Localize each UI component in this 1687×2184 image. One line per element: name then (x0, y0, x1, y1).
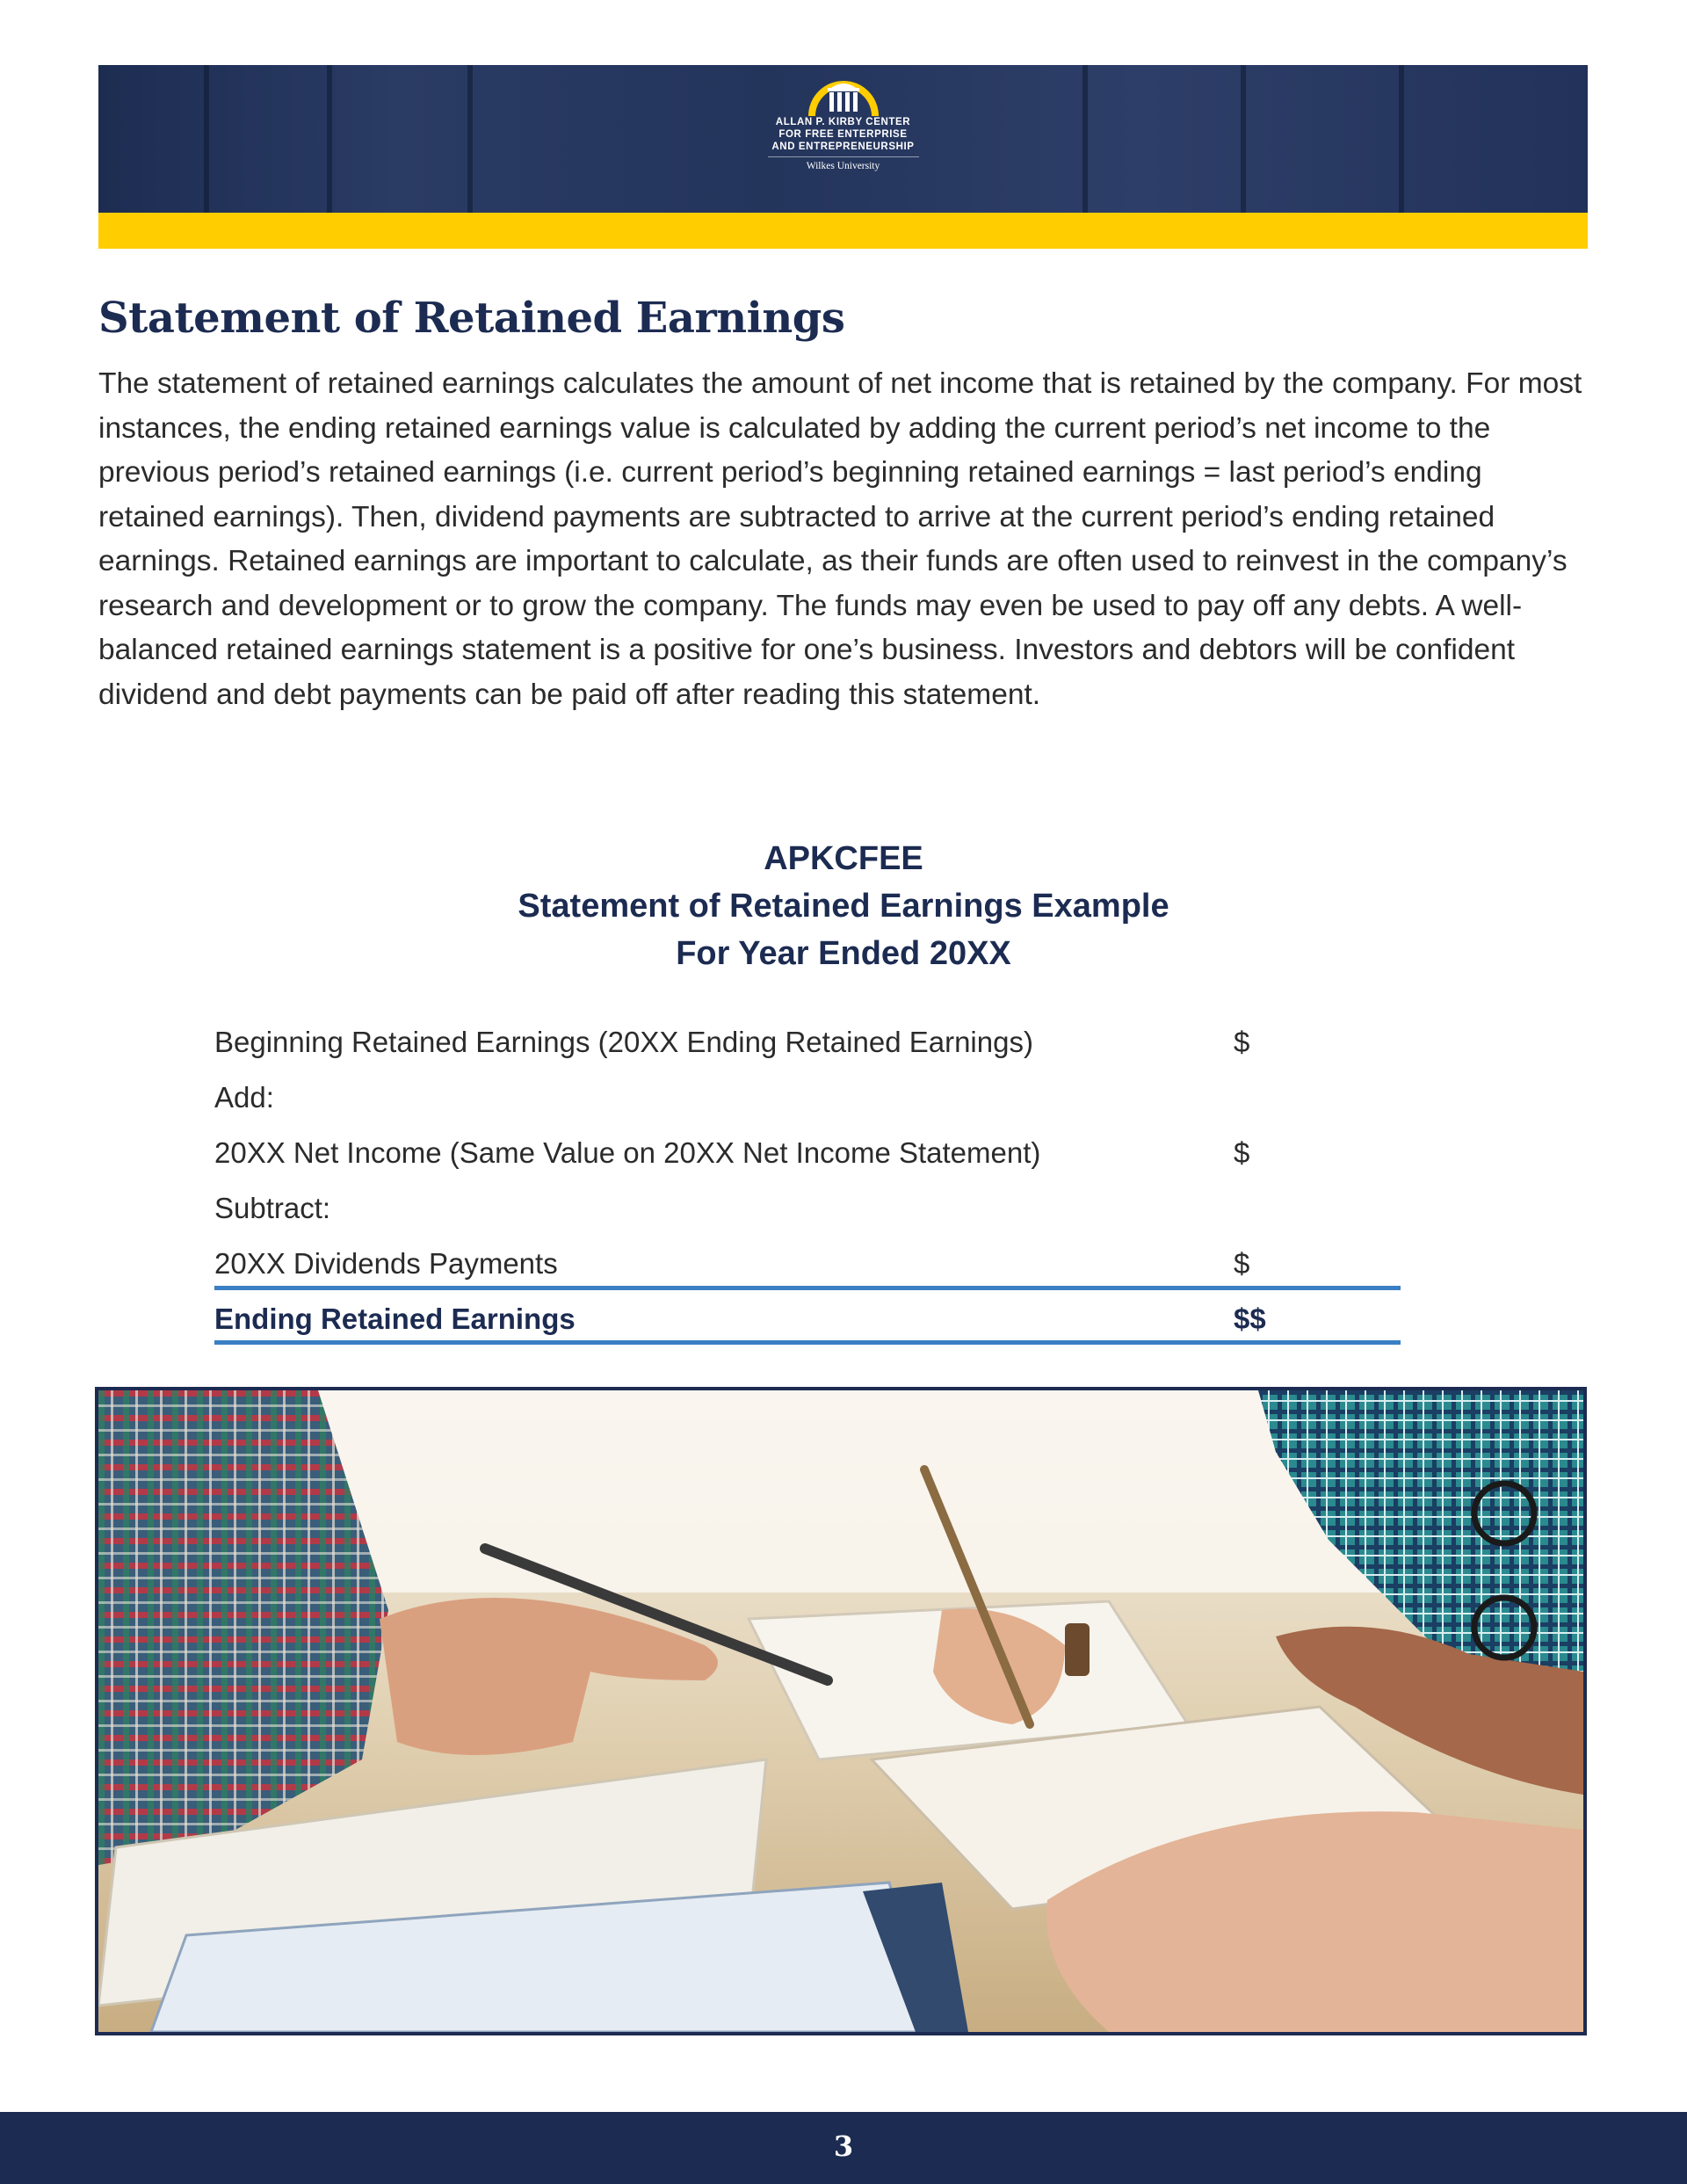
banner-texture (204, 65, 209, 213)
logo-line-1: ALLAN P. KIRBY CENTER (775, 117, 911, 127)
row-label: 20XX Dividends Payments (214, 1247, 558, 1280)
banner-texture (1399, 65, 1404, 213)
banner-texture (467, 65, 473, 213)
logo-divider (768, 156, 919, 157)
row-amount: $$ (1234, 1302, 1266, 1335)
photo-illustration (98, 1390, 1583, 2032)
banner-accent-stripe (98, 213, 1588, 249)
banner-texture (1082, 65, 1088, 213)
page-number: 3 (833, 2130, 854, 2163)
kirby-center-logo (747, 77, 940, 172)
row-label: 20XX Net Income (Same Value on 20XX Net Income Statement) (214, 1136, 1041, 1169)
table-row (214, 1015, 1401, 1070)
statement-period: For Year Ended 20XX (676, 935, 1011, 972)
table-row (214, 1070, 1401, 1126)
logo-university: Wilkes University (806, 161, 880, 171)
header-banner (98, 65, 1588, 213)
statement-company: APKCFEE (764, 840, 923, 877)
statement-table (214, 1015, 1401, 1347)
statement-title: Statement of Retained Earnings Example (518, 888, 1169, 925)
table-row (214, 1126, 1401, 1181)
statement-heading (0, 835, 1687, 977)
intro-paragraph: The statement of retained earnings calculates the amount of net income that is retained by the company. For most instances, the ending retained earnings value is calculated by adding the current period’s net income to the previous period’s retained earnings (i.e. current period’s beginning retained earnings = last period’s ending retained earnings). Then, dividend payments are subtracted to arrive at the current period’s ending retained earnings. Retained earnings are important to calculate, as their funds are often used to reinvest in the company’s research and development or to grow the company. The funds may even be used to pay off any debts. A well-balanced retained earnings statement is a positive for one’s business. Investors and debtors will be confident dividend and debt payments can be paid off after reading this statement. (98, 367, 1582, 711)
page-footer (0, 2112, 1687, 2184)
page-title: Statement of Retained Earnings (98, 294, 845, 343)
logo-line-3: AND ENTREPRENEURSHIP (771, 141, 915, 152)
row-amount: $ (1234, 1136, 1250, 1169)
table-row-total (214, 1292, 1401, 1347)
total-rule (214, 1340, 1401, 1345)
row-label: Add: (214, 1081, 274, 1114)
building-arch-icon (805, 77, 882, 116)
row-label: Ending Retained Earnings (214, 1302, 576, 1335)
row-amount: $ (1234, 1247, 1250, 1280)
table-row (214, 1237, 1401, 1292)
subtotal-rule (214, 1286, 1401, 1290)
banner-texture (327, 65, 332, 213)
table-row (214, 1181, 1401, 1237)
students-studying-photo (95, 1387, 1587, 2035)
row-label: Subtract: (214, 1192, 331, 1224)
row-label: Beginning Retained Earnings (20XX Ending Retained Earnings) (214, 1026, 1033, 1058)
logo-line-2: FOR FREE ENTERPRISE (778, 129, 908, 140)
row-amount: $ (1234, 1026, 1250, 1058)
banner-texture (1241, 65, 1246, 213)
